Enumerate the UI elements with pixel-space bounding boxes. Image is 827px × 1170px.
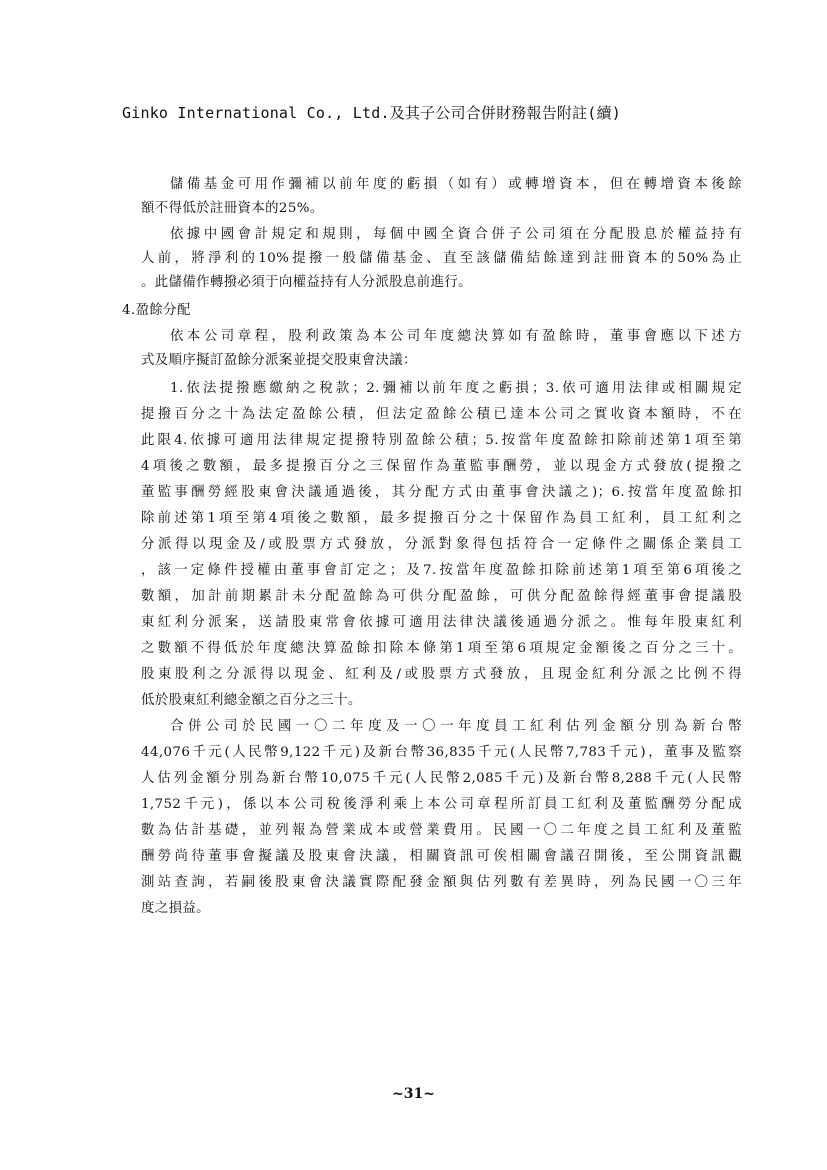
text-line: 儲備基金可用作彌補以前年度的虧損（如有）或轉增資本，但在轉增資本後餘 — [170, 177, 742, 192]
text-line: 分派得以現金及/或股票方式發放，分派對象得包括符合一定條件之關係企業員工 — [141, 537, 742, 552]
text-line: 東紅利分派案，送請股東常會依據可適用法律決議後通過分派之。惟每年股東紅利 — [141, 615, 742, 630]
text-line: 度之損益。 — [141, 901, 210, 916]
text-line: 數為估計基礎，並列報為營業成本或營業費用。民國一〇二年度之員工紅利及董監 — [141, 823, 742, 838]
text-line: 合併公司於民國一〇二年度及一〇一年度員工紅利估列金額分別為新台幣 — [170, 719, 742, 734]
text-line: 依本公司章程，股利政策為本公司年度總決算如有盈餘時，董事會應以下述方 — [170, 329, 742, 344]
text-line: 式及順序擬訂盈餘分派案並提交股東會決議： — [141, 353, 417, 368]
text-line: ，該一定條件授權由董事會訂定之；及7.按當年度盈餘扣除前述第1項至第6項後之 — [141, 563, 742, 578]
page-header-title: Ginko International Co., Ltd.及其子公司合併財務報告附註(續) — [122, 104, 621, 122]
text-line: 低於股東紅利總金額之百分之三十。 — [141, 693, 362, 708]
text-line: 酬勞尚待董事會擬議及股東會決議，相關資訊可俟相關會議召開後，至公開資訊觀 — [141, 849, 742, 864]
text-line: 之數額不得低於年度總決算盈餘扣除本條第1項至第6項規定金額後之百分之三十。 — [141, 641, 742, 656]
page-number: ~31~ — [392, 1086, 435, 1102]
text-line: 提撥百分之十為法定盈餘公積，但法定盈餘公積已達本公司之實收資本額時，不在 — [141, 407, 742, 422]
text-line: 此限4.依據可適用法律規定提撥特別盈餘公積；5.按當年度盈餘扣除前述第1項至第 — [141, 433, 742, 448]
text-line: 額不得低於註冊資本的25%。 — [141, 201, 324, 216]
text-line: 股東股利之分派得以現金、紅利及/或股票方式發放，且現金紅利分派之比例不得 — [141, 667, 742, 682]
text-line: 人估列金額分別為新台幣10,075千元(人民幣2,085千元)及新台幣8,288千元(人民幣 — [141, 771, 742, 786]
text-line: 數額，加計前期累計未分配盈餘為可供分配盈餘，可供分配盈餘得經董事會提議股 — [141, 589, 742, 604]
text-line: 44,076千元(人民幣9,122千元)及新台幣36,835千元(人民幣7,783千元)，董事及監察 — [141, 745, 742, 760]
text-line: 。此儲備作轉撥必須于向權益持有人分派股息前進行。 — [141, 275, 472, 290]
section-heading: 4.盈餘分配 — [122, 303, 191, 318]
text-line: 1.依法提撥應繳納之稅款；2.彌補以前年度之虧損；3.依可適用法律或相關規定 — [170, 381, 742, 396]
text-line: 1,752千元)，係以本公司稅後淨利乘上本公司章程所訂員工紅利及董監酬勞分配成 — [141, 797, 742, 812]
text-line: 依據中國會計規定和規則，每個中國全資合併子公司須在分配股息於權益持有 — [170, 227, 742, 242]
text-line: 董監事酬勞經股東會決議通過後，其分配方式由董事會決議之)；6.按當年度盈餘扣 — [141, 485, 742, 500]
text-line: 除前述第1項至第4項後之數額，最多提撥百分之十保留作為員工紅利，員工紅利之 — [141, 511, 742, 526]
text-line: 測站查詢，若嗣後股東會決議實際配發金額與估列數有差異時，列為民國一〇三年 — [141, 875, 742, 890]
text-line: 4項後之數額，最多提撥百分之三保留作為董監事酬勞，並以現金方式發放(提撥之 — [141, 459, 742, 474]
text-line: 人前，將淨利的10%提撥一般儲備基金、直至該儲備結餘達到註冊資本的50%為止 — [141, 251, 742, 266]
